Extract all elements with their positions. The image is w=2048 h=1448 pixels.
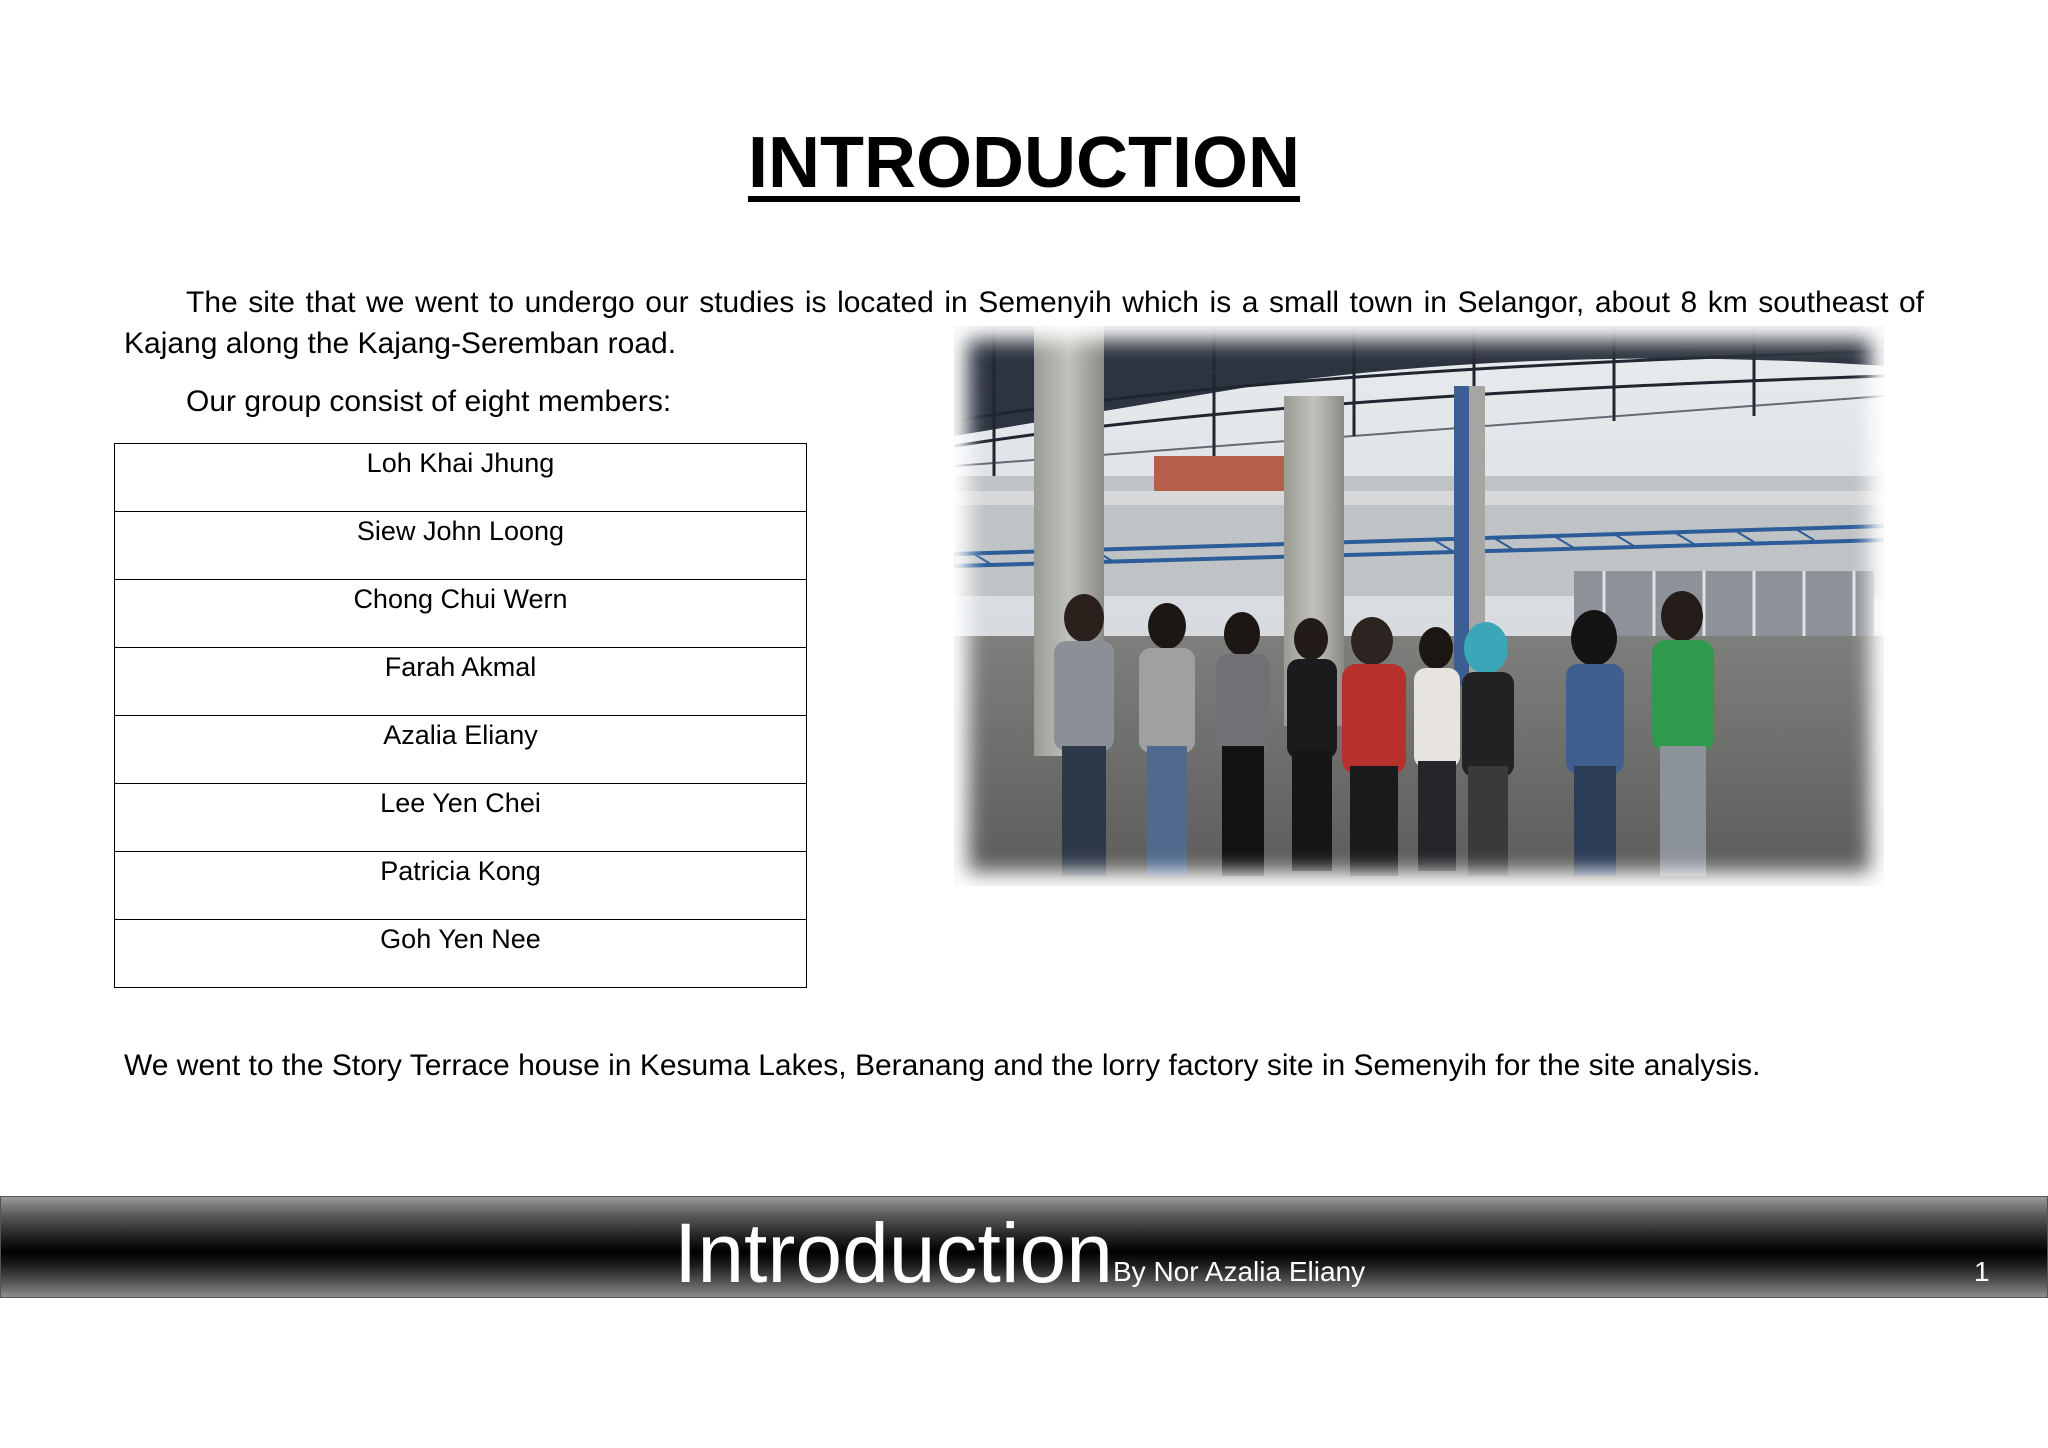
closing-paragraph: We went to the Story Terrace house in Kesuma Lakes, Beranang and the lorry factory site in Semenyih for the site analysis. <box>124 1049 1761 1082</box>
member-name: Azalia Eliany <box>115 716 807 784</box>
table-row <box>115 920 807 988</box>
group-paragraph: Our group consist of eight members: <box>186 385 672 418</box>
member-name: Chong Chui Wern <box>115 580 807 648</box>
table-row <box>115 852 807 920</box>
member-name: Siew John Loong <box>115 512 807 580</box>
table-row <box>115 512 807 580</box>
table-row <box>115 648 807 716</box>
footer-title: Introduction <box>674 1206 1113 1300</box>
group-photo <box>954 326 1884 886</box>
page-title-text: INTRODUCTION <box>748 123 1300 203</box>
table-row <box>115 784 807 852</box>
group-photo-illustration <box>954 326 1884 886</box>
people-group <box>1054 591 1714 876</box>
member-name: Lee Yen Chei <box>115 784 807 852</box>
table-row <box>115 580 807 648</box>
member-name: Loh Khai Jhung <box>115 444 807 512</box>
members-table <box>114 443 807 988</box>
footer-author: By Nor Azalia Eliany <box>1113 1256 1366 1287</box>
page-number: 1 <box>1974 1256 1990 1287</box>
intro-paragraph: The site that we went to undergo our studies is located in Semenyih which is a small town in Selangor, about 8 km southeast of Kajang along the Kajang-Seremban road. <box>124 286 1924 360</box>
member-name: Farah Akmal <box>115 648 807 716</box>
table-row <box>115 444 807 512</box>
member-name: Patricia Kong <box>115 852 807 920</box>
member-name: Goh Yen Nee <box>115 920 807 988</box>
page-title <box>0 118 2048 208</box>
table-row <box>115 716 807 784</box>
